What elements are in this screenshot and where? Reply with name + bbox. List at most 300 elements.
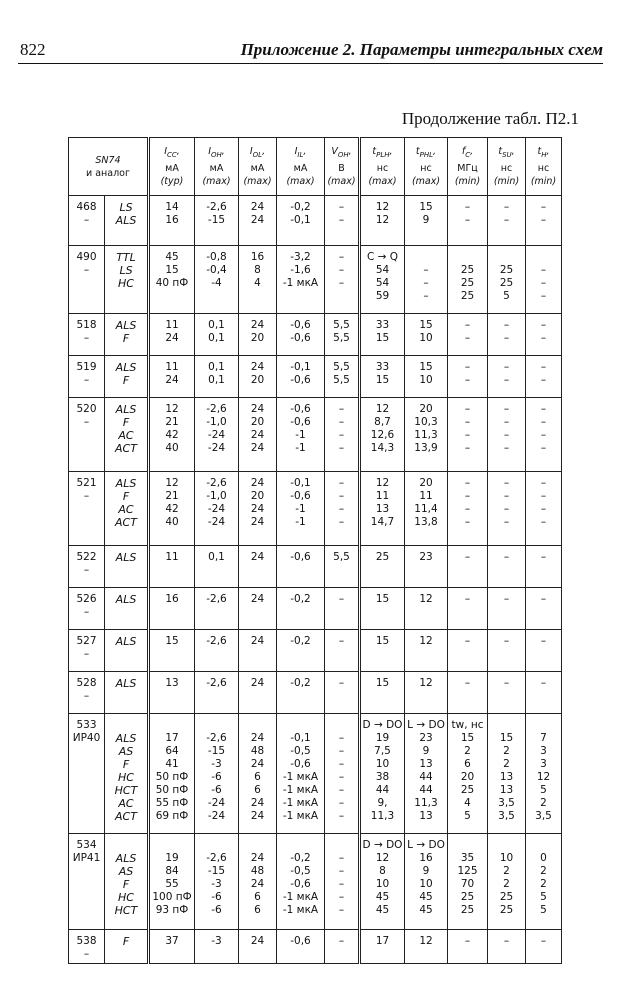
cell-line: 44 [375, 784, 390, 796]
cell-line: F [122, 490, 130, 503]
column-unit: нс [420, 162, 432, 174]
cell-voh [325, 672, 360, 714]
cell-tphl [405, 930, 448, 964]
cell-tphl [405, 714, 448, 834]
cell-line: 14,3 [370, 442, 395, 454]
cell-line: – [540, 416, 547, 428]
cell-family [105, 472, 149, 546]
cell-tphl [405, 398, 448, 472]
cell-line: – [464, 429, 471, 441]
cell-line: -2,6 [206, 403, 227, 415]
cell-line: -3,2 [290, 251, 311, 263]
cell-line: 54 [375, 264, 390, 276]
cell-line: 13 [499, 771, 514, 783]
table-body [69, 196, 562, 964]
cell-line: 10 [419, 878, 433, 890]
cell-line: – [83, 490, 90, 502]
cell-th [526, 930, 562, 964]
cell-voh [325, 930, 360, 964]
cell-line: AS [118, 865, 134, 878]
cell-line: – [540, 214, 547, 226]
cell-line: 11,3 [414, 429, 438, 441]
cell-line: 5 [540, 904, 547, 916]
cell-ioh [195, 246, 239, 314]
column-unit: мА [209, 162, 224, 174]
cell-line: 0,1 [208, 319, 225, 331]
cell-line [240, 839, 275, 852]
cell-line: -0,5 [290, 865, 311, 877]
cell-line: – [503, 214, 510, 226]
cell-voh [325, 356, 360, 398]
cell-line: 25 [460, 264, 475, 276]
cell-line: 40 пФ [155, 277, 189, 289]
cell-line: 2 [503, 865, 510, 877]
cell-voh [325, 588, 360, 630]
cell-line: AS [118, 745, 134, 758]
cell-line: 12 [375, 852, 390, 864]
cell-line: – [540, 677, 547, 689]
cell-line: – [338, 758, 345, 770]
cell-fc [448, 246, 488, 314]
cell-line: – [540, 503, 547, 515]
column-symbol: $t_{PLH}$, [372, 146, 393, 159]
cell-line: – [464, 374, 471, 386]
cell-line: – [338, 477, 345, 489]
cell-line: – [540, 361, 547, 373]
cell-line: 10,3 [414, 416, 438, 428]
cell-tsu [488, 672, 526, 714]
table-caption: Продолжение табл. П2.1 [401, 109, 579, 128]
cell-voh [325, 196, 360, 246]
cell-line: 533 [76, 719, 97, 731]
cell-line: 15 [375, 374, 390, 386]
cell-family [105, 314, 149, 356]
cell-icc [149, 314, 195, 356]
cell-iol [239, 246, 277, 314]
cell-line: 12 [419, 935, 433, 947]
cell-line: – [540, 374, 547, 386]
cell-fc [448, 630, 488, 672]
cell-line: – [540, 477, 547, 489]
cell-line: 522 [76, 551, 97, 563]
cell-ioh [195, 196, 239, 246]
cell-line: ALS [115, 319, 137, 332]
cell-line: ALS [115, 477, 137, 490]
cell-id [69, 356, 105, 398]
cell-tphl [405, 546, 448, 588]
cell-line: 13 [375, 503, 390, 515]
cell-line: 24 [165, 374, 179, 386]
column-limit: (max) [286, 175, 315, 187]
column-limit: (max) [368, 175, 397, 187]
cell-line [106, 839, 146, 852]
table-header-row [69, 138, 562, 196]
cell-line: – [540, 332, 547, 344]
cell-line: – [503, 477, 510, 489]
column-symbol: $f_C$, [461, 146, 474, 159]
cell-line: 50 пФ [155, 771, 189, 783]
cell-line: 45 [419, 904, 433, 916]
cell-line: 55 пФ [155, 797, 189, 809]
cell-iil [277, 196, 325, 246]
cell-line: 93 пФ [155, 904, 189, 916]
cell-line: 24 [250, 503, 265, 515]
cell-line: – [464, 551, 471, 563]
cell-line: 44 [419, 771, 433, 783]
cell-line: -1 мкА [282, 904, 319, 916]
cell-line [527, 719, 560, 732]
cell-line: 59 [375, 290, 390, 302]
cell-line: 25 [499, 891, 514, 903]
cell-line: LS [119, 264, 133, 277]
table-row [69, 356, 562, 398]
cell-line: 9 [422, 214, 430, 226]
cell-line: L → DO [407, 719, 445, 731]
cell-iil [277, 314, 325, 356]
column-symbol: $t_{PHL}$, [415, 146, 437, 159]
cell-th [526, 630, 562, 672]
cell-line: F [122, 374, 130, 387]
cell-line: – [338, 635, 345, 647]
cell-th [526, 314, 562, 356]
cell-line: -0,6 [290, 332, 311, 344]
cell-iil [277, 714, 325, 834]
cell-line: ACT [115, 516, 137, 529]
column-header-11 [526, 138, 562, 196]
cell-line: -0,6 [290, 878, 311, 890]
table-row [69, 930, 562, 964]
cell-line: 15 [419, 361, 433, 373]
cell-tsu [488, 588, 526, 630]
cell-line: – [503, 403, 510, 415]
cell-line: 19 [375, 732, 390, 744]
cell-voh [325, 714, 360, 834]
cell-line: -6 [211, 771, 222, 783]
cell-ioh [195, 588, 239, 630]
cell-tsu [488, 314, 526, 356]
cell-line [278, 839, 323, 852]
cell-line: – [540, 442, 547, 454]
cell-line: – [540, 935, 547, 947]
cell-line: – [503, 429, 510, 441]
cell-ioh [195, 398, 239, 472]
cell-tphl [405, 356, 448, 398]
cell-line: ACT [115, 442, 137, 455]
cell-line: 24 [250, 201, 265, 213]
cell-line: 21 [165, 490, 179, 502]
cell-icc [149, 196, 195, 246]
cell-line: -1 [295, 442, 306, 454]
cell-line: 48 [250, 745, 265, 757]
cell-line: 15 [375, 332, 390, 344]
cell-line: 25 [499, 904, 514, 916]
cell-tphl [405, 630, 448, 672]
table-row [69, 834, 562, 930]
cell-line: 24 [250, 935, 265, 947]
cell-line: 15 [499, 732, 514, 744]
table-row [69, 672, 562, 714]
cell-line: F [122, 332, 130, 345]
cell-family [105, 246, 149, 314]
cell-line: 534 [76, 839, 97, 851]
cell-line: 9, [377, 797, 388, 809]
cell-line: -1 [295, 516, 306, 528]
cell-line: – [83, 264, 90, 276]
column-header-0 [69, 138, 149, 196]
cell-line: -0,6 [290, 935, 311, 947]
cell-line [527, 839, 560, 852]
cell-line: 5 [540, 784, 547, 796]
cell-iil [277, 398, 325, 472]
cell-id [69, 314, 105, 356]
cell-line: 15 [375, 677, 390, 689]
cell-line: – [338, 891, 345, 903]
cell-line: 16 [250, 251, 265, 263]
cell-line: 55 [165, 878, 179, 890]
cell-line: – [464, 319, 471, 331]
cell-line: 19 [165, 852, 179, 864]
cell-line: – [338, 416, 345, 428]
cell-line: ИР41 [72, 852, 101, 864]
cell-line: -0,6 [290, 374, 311, 386]
cell-line: 84 [165, 865, 179, 877]
column-limit: (min) [530, 175, 557, 187]
column-limit: (max) [243, 175, 272, 187]
cell-line: 12 [375, 477, 390, 489]
cell-line: – [503, 503, 510, 515]
cell-line: -0,6 [290, 403, 311, 415]
cell-line: 21 [165, 416, 179, 428]
cell-line: F [122, 935, 130, 948]
cell-line: – [338, 403, 345, 415]
cell-line: 38 [375, 771, 390, 783]
cell-line: 12 [375, 201, 390, 213]
cell-line: – [338, 201, 345, 213]
column-symbol: $I_{OL}$, [249, 146, 266, 159]
cell-line [489, 839, 524, 852]
cell-line: -2,6 [206, 677, 227, 689]
cell-line: 0,1 [208, 374, 225, 386]
cell-line: – [338, 264, 345, 276]
cell-line: -0,6 [290, 319, 311, 331]
cell-line: 5,5 [333, 319, 350, 331]
column-header-7 [360, 138, 405, 196]
cell-line: 14 [165, 201, 179, 213]
cell-line: -15 [207, 865, 226, 877]
cell-line: – [338, 745, 345, 757]
cell-tplh [360, 630, 405, 672]
cell-line: – [503, 593, 510, 605]
cell-line: 3,5 [498, 797, 515, 809]
cell-line: -1 мкА [282, 784, 319, 796]
cell-line: -1 мкА [282, 810, 319, 822]
cell-id [69, 834, 105, 930]
cell-line: 12 [375, 403, 390, 415]
column-unit: МГц [457, 162, 478, 174]
cell-line: 13 [419, 810, 433, 822]
table-row [69, 196, 562, 246]
cell-line: – [540, 319, 547, 331]
cell-line: 24 [250, 516, 265, 528]
cell-voh [325, 398, 360, 472]
cell-line: 15 [460, 732, 475, 744]
cell-line: 24 [250, 878, 265, 890]
table-row [69, 630, 562, 672]
cell-line: 8 [379, 865, 386, 877]
cell-line: -6 [211, 904, 222, 916]
cell-line [196, 839, 237, 852]
cell-fc [448, 472, 488, 546]
cell-line: 24 [250, 477, 265, 489]
cell-id [69, 546, 105, 588]
cell-line: 24 [250, 442, 265, 454]
column-unit: нс [500, 162, 513, 174]
cell-line: 538 [76, 935, 97, 947]
cell-line: 14,7 [370, 516, 395, 528]
cell-tsu [488, 714, 526, 834]
cell-line: – [464, 593, 471, 605]
cell-line [106, 719, 146, 732]
cell-line: – [464, 503, 471, 515]
cell-line: 6 [254, 784, 261, 796]
cell-icc [149, 630, 195, 672]
cell-line: 20 [419, 403, 433, 415]
cell-line: HC [118, 891, 134, 904]
cell-icc [149, 672, 195, 714]
cell-family [105, 196, 149, 246]
cell-tsu [488, 356, 526, 398]
cell-line: – [540, 290, 547, 302]
cell-iol [239, 196, 277, 246]
cell-line: 6 [254, 771, 261, 783]
cell-line: – [464, 403, 471, 415]
cell-line: – [423, 264, 429, 276]
cell-line [326, 839, 357, 852]
cell-line: – [83, 648, 90, 660]
cell-iol [239, 630, 277, 672]
cell-icc [149, 834, 195, 930]
cell-line: 100 пФ [152, 891, 192, 903]
cell-line: 44 [419, 784, 433, 796]
cell-line: 25 [460, 891, 475, 903]
cell-line: 11 [419, 490, 433, 502]
cell-line: 45 [165, 251, 179, 263]
column-limit: (max) [202, 175, 231, 187]
cell-tplh [360, 356, 405, 398]
cell-line: – [503, 516, 510, 528]
cell-family [105, 714, 149, 834]
cell-line: 40 [165, 442, 179, 454]
cell-th [526, 196, 562, 246]
cell-line: – [540, 264, 547, 276]
cell-th [526, 588, 562, 630]
cell-line: 40 [165, 516, 179, 528]
cell-line: 24 [250, 797, 265, 809]
cell-th [526, 834, 562, 930]
column-unit: нс [537, 162, 550, 174]
cell-line: – [503, 635, 510, 647]
cell-line: 12 [419, 593, 433, 605]
cell-line [527, 251, 560, 264]
cell-line: 45 [419, 891, 433, 903]
cell-line: -15 [207, 745, 226, 757]
cell-line: – [464, 677, 471, 689]
cell-line: ALS [115, 403, 137, 416]
cell-line: 35 [460, 852, 475, 864]
cell-line: – [464, 635, 471, 647]
cell-iil [277, 546, 325, 588]
cell-line: 20 [460, 771, 475, 783]
cell-line: – [464, 935, 471, 947]
cell-tsu [488, 546, 526, 588]
cell-fc [448, 398, 488, 472]
cell-line: 5 [503, 290, 510, 302]
cell-id [69, 714, 105, 834]
cell-line: – [464, 490, 471, 502]
cell-line: 45 [375, 891, 390, 903]
column-unit: мА [293, 162, 308, 174]
cell-line: HCT [114, 904, 138, 917]
cell-voh [325, 630, 360, 672]
cell-line: -24 [207, 442, 226, 454]
cell-id [69, 930, 105, 964]
cell-line: 2 [540, 797, 547, 809]
cell-line: – [540, 277, 547, 289]
cell-line: 25 [460, 904, 475, 916]
cell-voh [325, 472, 360, 546]
cell-line: -1 [295, 429, 306, 441]
cell-th [526, 472, 562, 546]
cell-line: 15 [419, 319, 433, 331]
cell-line: -0,2 [290, 852, 311, 864]
column-header-5 [277, 138, 325, 196]
cell-family [105, 356, 149, 398]
column-header-8 [405, 138, 448, 196]
cell-line: 20 [250, 332, 265, 344]
cell-line: AC [118, 503, 134, 516]
cell-iil [277, 672, 325, 714]
cell-line: 2 [540, 878, 547, 890]
cell-line: 3 [540, 745, 547, 757]
cell-line: 37 [165, 935, 179, 947]
cell-line: 468 [76, 201, 97, 213]
cell-line: 11,3 [370, 810, 395, 822]
cell-line: 10 [375, 878, 390, 890]
cell-line: ALS [115, 732, 137, 745]
cell-icc [149, 472, 195, 546]
cell-line: 24 [250, 361, 265, 373]
cell-family [105, 588, 149, 630]
cell-line: – [503, 490, 510, 502]
cell-line: – [503, 551, 510, 563]
cell-line: – [503, 319, 510, 331]
cell-line: L → DO [407, 839, 445, 851]
cell-ioh [195, 546, 239, 588]
cell-line: – [338, 503, 345, 515]
cell-line [326, 719, 357, 732]
column-unit: мА [165, 162, 179, 174]
cell-line: HC [118, 277, 134, 290]
cell-iol [239, 398, 277, 472]
cell-tsu [488, 930, 526, 964]
cell-line: – [338, 677, 345, 689]
table-row [69, 314, 562, 356]
cell-line: 5,5 [333, 551, 350, 563]
cell-iol [239, 930, 277, 964]
cell-line: 23 [419, 551, 433, 563]
cell-line: 7 [540, 732, 547, 744]
cell-th [526, 246, 562, 314]
